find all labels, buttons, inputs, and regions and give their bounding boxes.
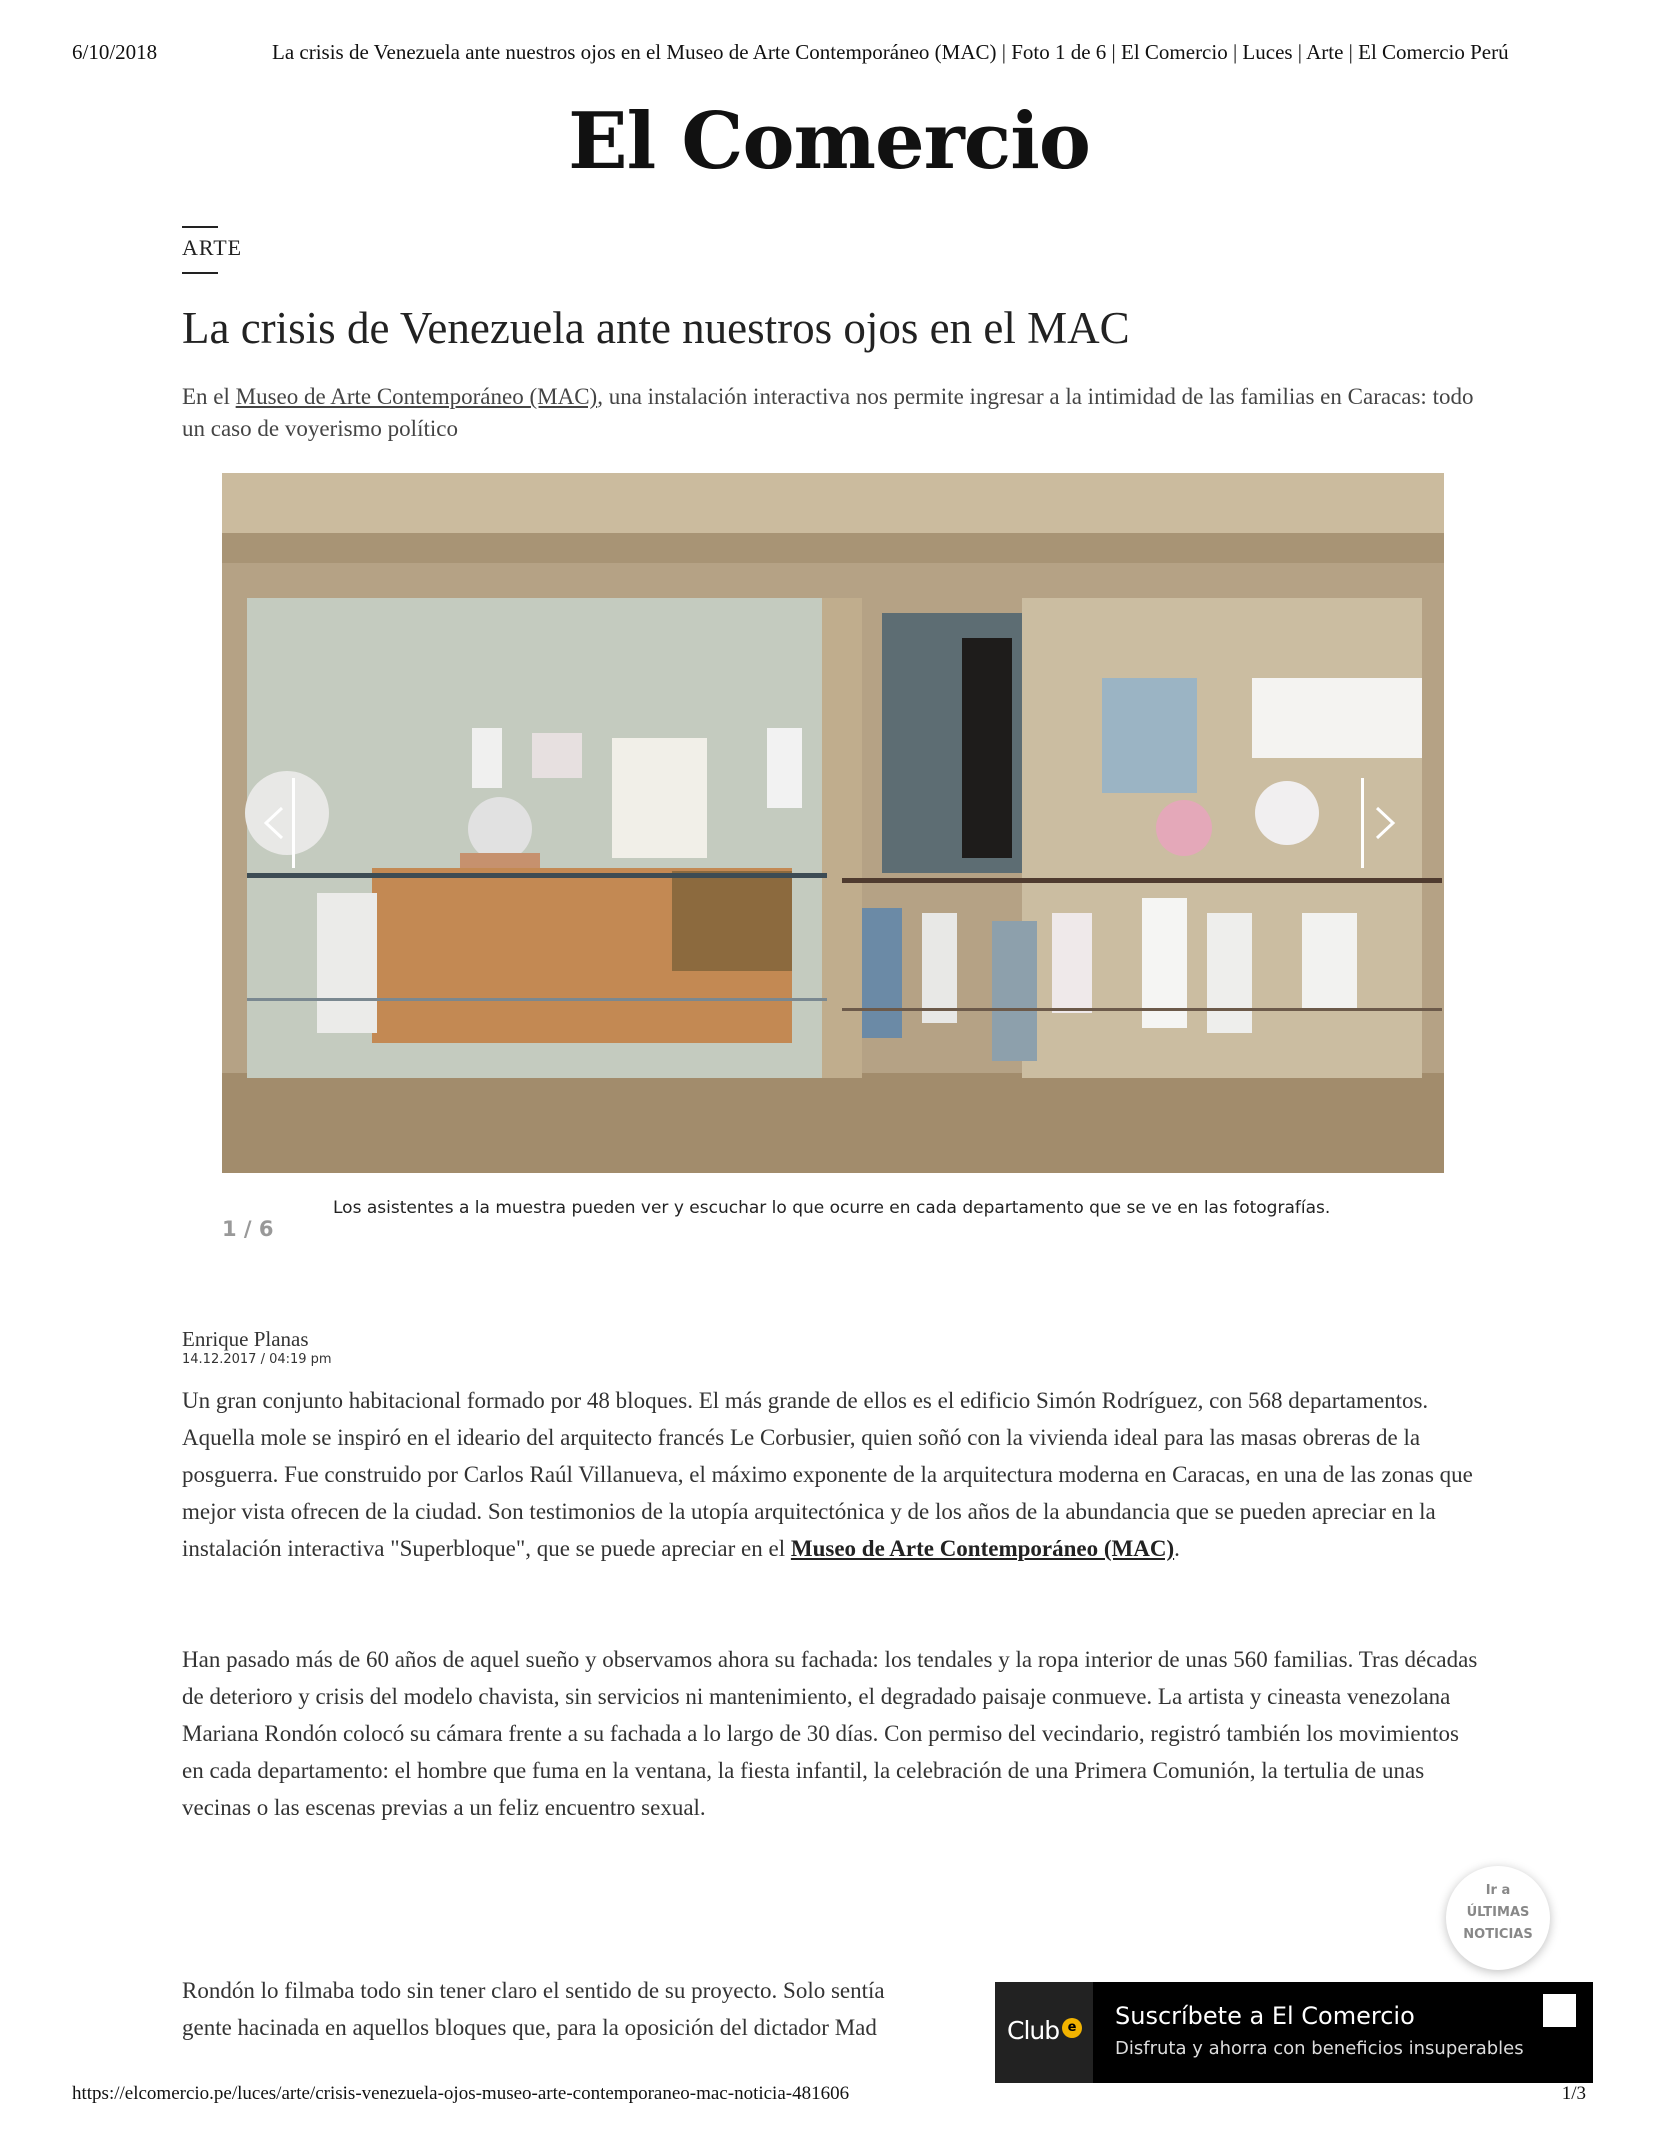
chevron-left-icon [252,773,312,873]
print-title: La crisis de Venezuela ante nuestros ojos en el Museo de Arte Contemporáneo (MAC) | Foto 1 de 6 | El Comercio | Luces | Arte | El Comercio Perú [272,40,1509,64]
print-url: https://elcomercio.pe/luces/arte/crisis-venezuela-ojos-museo-arte-contemporaneo-mac-noticia-481606 [72,2083,850,2104]
print-footer [72,2083,1586,2113]
print-date: 6/10/2018 [72,40,158,64]
mac-link[interactable]: Museo de Arte Contemporáneo (MAC) [235,384,598,409]
subscribe-title: Suscríbete a El Comercio [1115,2002,1415,2030]
gallery-caption: Los asistentes a la muestra pueden ver y escuchar lo que ocurre en cada departamento que se ve en las fotografías. [333,1198,1331,1218]
article-author[interactable]: Enrique Planas [182,1327,309,1351]
summary-text-start: En el [182,384,236,409]
paragraph-3-line-1: Rondón lo filmaba todo sin tener claro el sentido de su proyecto. Solo sentía [182,1978,885,2003]
gallery-prev-button[interactable] [252,773,312,873]
paragraph-1-end: . [1174,1536,1180,1561]
body-paragraph-2: Han pasado más de 60 años de aquel sueño y observamos ahora su fachada: los tendales y la ropa interior de unas 560 familias. Tras décadas de deterioro y crisis del modelo chavista, sin servicios ni mantenimiento, el degradado paisaje conmueve. La artista y cineasta venezolana Mariana Rondón colocó su cámara frente a su fachada a lo largo de 30 días. Con permiso del vecindario, registró también los movimientos en cada departamento: el hombre que fuma en la ventana, la fiesta infantil, la celebración de una Primera Comunión, la tertulia de unas vecinas o las escenas previas a un feliz encuentro sexual. [182,1647,1478,1820]
gallery-counter: 1 / 6 [222,1217,274,1241]
section-link-arte[interactable]: ARTE [182,235,243,260]
club-logo-mark: e [1062,2018,1082,2038]
site-logo[interactable]: El Comercio [568,96,1090,187]
subscribe-text: Disfruta y ahorra con beneficios insuperables [1115,2038,1524,2059]
mac-body-link[interactable]: Museo de Arte Contemporáneo (MAC) [790,1536,1175,1561]
print-page-number: 1/3 [1561,2083,1586,2104]
article-headline: La crisis de Venezuela ante nuestros ojos en el MAC [182,303,1130,353]
subscribe-banner[interactable] [995,1982,1593,2083]
print-header [72,40,1586,70]
paragraph-1-text: Un gran conjunto habitacional formado por 48 bloques. El más grande de ellos es el edificio Simón Rodríguez, con 568 departamentos. Aquella mole se inspiró en el ideario del arquitecto francés Le Corbusier, quien soñó con la vivienda ideal para las masas obreras de la posguerra. Fue construido por Carlos Raúl Villanueva, el máximo exponente de la arquitectura moderna en Caracas, en una de las zonas que mejor vista ofrecen de la ciudad. Son testimonios de la utopía arquitectónica y de los años de la abundancia que se pueden apreciar en la instalación interactiva "Superbloque", que se puede apreciar en el [182,1388,1473,1561]
summary-text-end: , una instalación interactiva nos permite ingresar a la intimidad de las familias en Caracas: todo un caso de voyerismo político [182,384,1474,441]
gallery-photo [222,473,1444,1173]
paragraph-3-line-2: gente hacinada en aquellos bloques que, para la oposición del dictador Mad [182,2015,877,2040]
latest-news-button[interactable] [1446,1866,1550,1970]
gallery-next-button[interactable] [1347,773,1407,873]
photo-gallery[interactable] [222,473,1444,1173]
latest-news-line-1: Ir a [1485,1883,1511,1898]
close-button[interactable] [1543,1994,1576,2027]
body-paragraph-1 [182,1382,1482,1567]
latest-news-line-2: ÚLTIMAS [1466,1905,1530,1920]
latest-news-line-3: NOTICIAS [1463,1927,1533,1942]
article-date: 14.12.2017 / 04:19 pm [182,1352,332,1367]
club-logo [995,1982,1093,2083]
section-rule-bottom [182,272,218,274]
section-rule-top [182,226,218,228]
article-summary [182,381,1482,445]
chevron-right-icon [1347,773,1407,873]
club-logo-text: Club [1007,2016,1060,2045]
